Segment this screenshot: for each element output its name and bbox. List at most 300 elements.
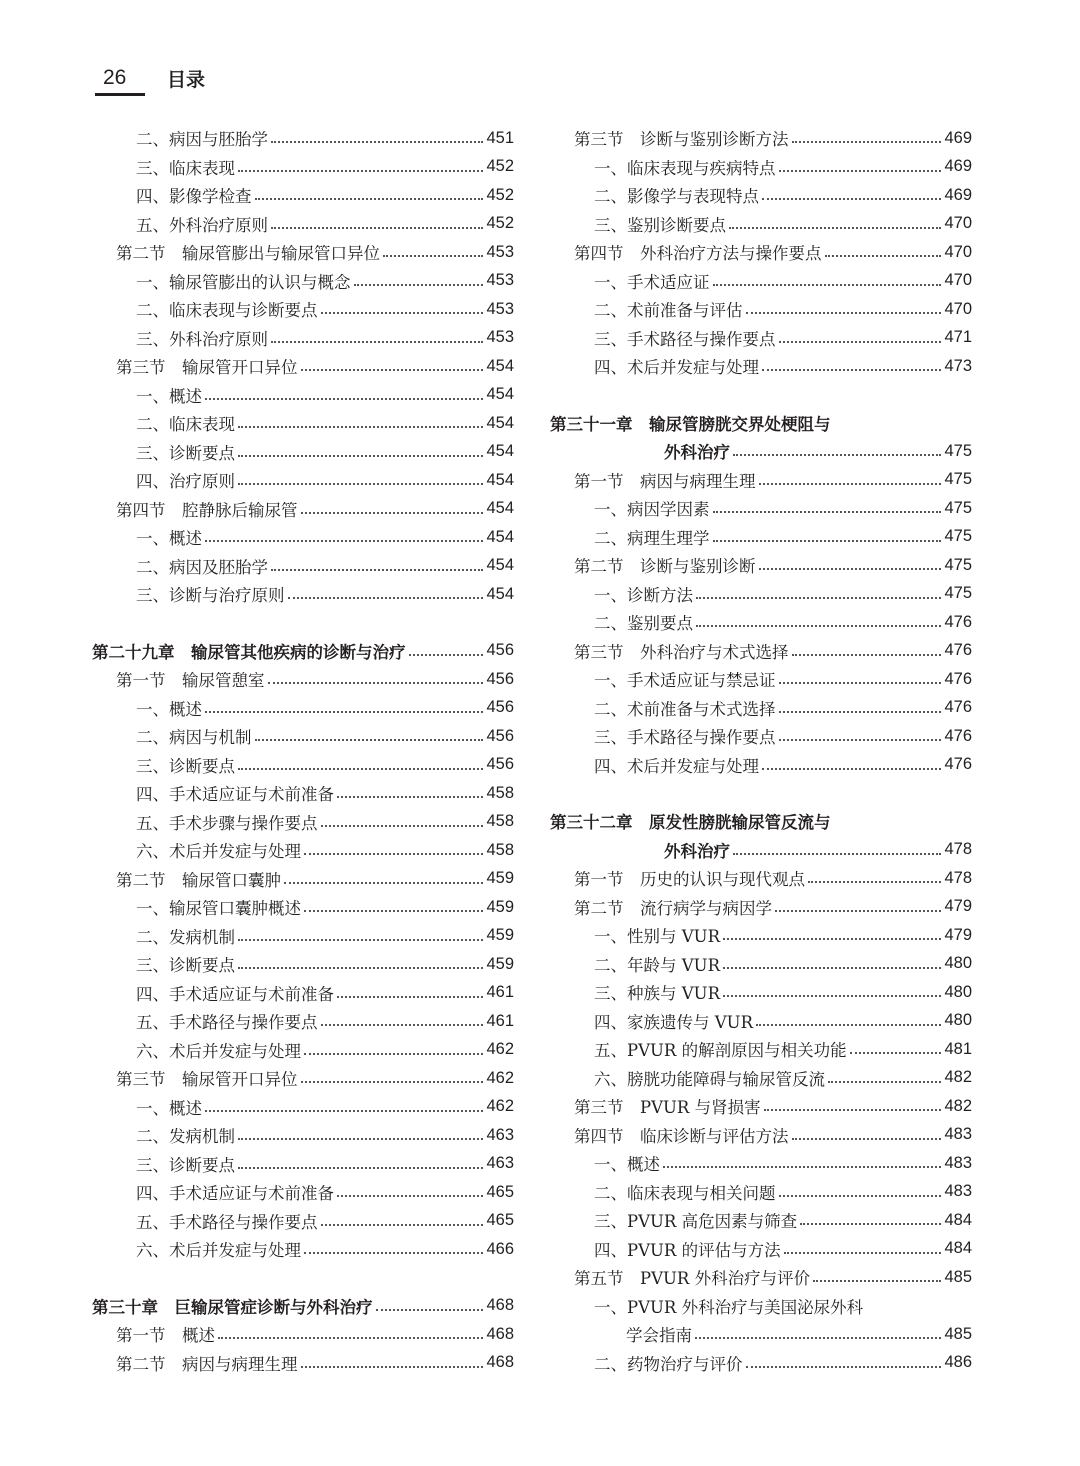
toc-entry-label: 二、病因及胚胎学 [136,557,268,577]
dot-leader [779,739,942,741]
toc-entry-label: 第一节 输尿管憩室 [116,671,265,691]
toc-subsection-entry[interactable] [92,779,514,808]
dot-leader [663,1166,941,1168]
dot-leader [764,1109,942,1111]
toc-section-entry[interactable] [92,495,514,524]
toc-subsection-entry[interactable] [92,722,514,751]
toc-entry-page: 468 [486,1324,514,1343]
toc-entry-label: 第二十九章 输尿管其他疾病的诊断与治疗 [92,642,406,662]
toc-entry-page: 479 [944,925,972,944]
toc-entry-page: 454 [486,584,514,603]
toc-subsection-entry[interactable] [92,751,514,780]
toc-entry-label: 三、PVUR 高危因素与筛查 [594,1212,798,1232]
toc-entry-label: 第三节 输尿管开口异位 [116,1070,298,1090]
toc-section-entry[interactable] [550,893,972,922]
toc-entry-page: 468 [486,1353,514,1372]
toc-subsection-entry[interactable] [92,295,514,324]
toc-subsection-entry[interactable] [550,1292,972,1321]
dot-leader [695,1337,941,1339]
toc-entry-label: 第三节 PVUR 与肾损害 [574,1098,761,1118]
toc-entry-page: 473 [944,356,972,375]
toc-entry-label: 一、概述 [136,529,202,549]
toc-subsection-entry[interactable] [92,893,514,922]
toc-entry-label: 一、输尿管膨出的认识与概念 [136,272,351,292]
toc-section-entry[interactable] [550,466,972,495]
toc-subsection-entry[interactable] [92,466,514,495]
toc-section-entry[interactable] [550,1092,972,1121]
toc-subsection-entry[interactable] [92,523,514,552]
dot-leader [828,1081,941,1083]
dot-leader [696,625,941,627]
dot-leader [759,483,942,485]
dot-leader [271,227,483,229]
toc-subsection-entry[interactable] [550,1007,972,1036]
toc-entry-page: 458 [486,812,514,831]
toc-section-entry[interactable] [550,1121,972,1150]
dot-leader [205,540,483,542]
toc-entry-label: 五、手术路径与操作要点 [136,1013,318,1033]
toc-entry-label: 五、外科治疗原则 [136,215,268,235]
toc-entry-label: 四、术后并发症与处理 [594,756,759,776]
dot-leader [759,568,942,570]
toc-subsection-entry[interactable] [550,1349,972,1378]
dot-leader [205,1110,483,1112]
toc-entry-label: 第三节 外科治疗与术式选择 [574,642,789,662]
toc-entry-label: 外科治疗 [664,443,730,463]
toc-entry-label: 六、术后并发症与处理 [136,1041,301,1061]
toc-entry-page: 454 [486,556,514,575]
toc-subsection-entry[interactable] [550,181,972,210]
toc-entry-page: 456 [486,698,514,717]
toc-entry-page: 454 [486,413,514,432]
toc-entry-label: 第二节 输尿管口囊肿 [116,870,281,890]
toc-entry-label: 二、病因与胚胎学 [136,130,268,150]
dot-leader [238,967,483,969]
toc-subsection-entry[interactable] [550,153,972,182]
toc-subsection-entry[interactable] [92,381,514,410]
toc-entry-label: 二、年龄与 VUR [594,955,720,975]
toc-subsection-entry[interactable] [550,722,972,751]
toc-subsection-entry[interactable] [92,324,514,353]
dot-leader [696,597,941,599]
toc-entry-label: 五、手术步骤与操作要点 [136,813,318,833]
toc-entry-label: 二、病理生理学 [594,528,710,548]
toc-entry-label: 六、术后并发症与处理 [136,842,301,862]
toc-subsection-entry[interactable] [92,950,514,979]
dot-leader [255,739,484,741]
toc-entry-page: 475 [944,584,972,603]
toc-subsection-entry[interactable] [92,808,514,837]
dot-leader [733,454,941,456]
dot-leader [321,1224,484,1226]
toc-entry-label: 第二节 诊断与鉴别诊断 [574,557,756,577]
toc-entry-page: 461 [486,1011,514,1030]
toc-entry-page: 452 [486,185,514,204]
toc-subsection-entry[interactable] [550,1178,972,1207]
toc-subsection-entry[interactable] [550,608,972,637]
toc-entry-page: 485 [944,1267,972,1286]
toc-subsection-entry[interactable] [92,1235,514,1264]
toc-subsection-entry[interactable] [550,665,972,694]
dot-leader [354,284,484,286]
toc-section-entry[interactable] [92,665,514,694]
toc-entry-label: 二、鉴别要点 [594,614,693,634]
toc-entry-label: 一、诊断方法 [594,585,693,605]
dot-leader [762,198,941,200]
toc-entry-page: 483 [944,1182,972,1201]
dot-leader [238,483,483,485]
toc-entry-label: 一、PVUR 外科治疗与美国泌尿外科 [594,1297,864,1317]
toc-entry-label: 第四节 外科治疗方法与操作要点 [574,244,822,264]
page-header [95,62,395,102]
toc-subsection-entry[interactable] [550,921,972,950]
toc-subsection-entry[interactable] [550,978,972,1007]
toc-section-entry[interactable] [550,637,972,666]
dot-leader [337,996,483,998]
toc-subsection-entry[interactable] [92,979,514,1008]
dot-leader [271,569,483,571]
toc-entry-page: 453 [486,271,514,290]
toc-entry-page: 482 [944,1096,972,1115]
toc-entry-label: 一、性别与 VUR [594,927,720,947]
toc-subsection-entry[interactable] [92,1150,514,1179]
toc-subsection-entry[interactable] [550,523,972,552]
toc-entry-page: 456 [486,726,514,745]
toc-section-entry[interactable] [550,864,972,893]
dot-leader [756,1024,941,1026]
dot-leader [288,597,484,599]
dot-leader [713,284,942,286]
toc-entry-label: 第一节 病因与病理生理 [574,471,756,491]
toc-section-entry[interactable] [550,1263,972,1292]
dot-leader [321,1024,484,1026]
toc-subsection-entry[interactable] [92,580,514,609]
toc-entry-label: 一、概述 [136,1098,202,1118]
dot-leader [238,1167,483,1169]
toc-entry-page: 459 [486,897,514,916]
toc-entry-label: 二、临床表现 [136,415,235,435]
toc-entry-page: 459 [486,926,514,945]
toc-entry-page: 452 [486,157,514,176]
toc-entry-page: 453 [486,328,514,347]
toc-entry-page: 483 [944,1125,972,1144]
header-rule [95,93,145,96]
dot-leader [205,711,483,713]
toc-entry-label: 三、诊断要点 [136,956,235,976]
toc-entry-page: 461 [486,983,514,1002]
toc-entry-label: 第四节 临床诊断与评估方法 [574,1126,789,1146]
toc-subsection-entry[interactable] [550,1064,972,1093]
toc-entry-label: 六、膀胱功能障碍与输尿管反流 [594,1069,825,1089]
toc-subsection-entry[interactable] [92,210,514,239]
toc-subsection-entry[interactable] [92,181,514,210]
toc-entry-label: 第三十二章 原发性膀胱输尿管反流与 [550,813,831,833]
toc-entry-label: 二、临床表现与诊断要点 [136,301,318,321]
dot-leader [271,141,483,143]
toc-section-entry[interactable] [550,124,972,153]
toc-entry-label: 二、临床表现与相关问题 [594,1183,776,1203]
toc-subsection-entry[interactable] [92,552,514,581]
toc-entry-page: 483 [944,1153,972,1172]
toc-entry-page: 471 [944,328,972,347]
toc-entry-label: 二、发病机制 [136,1127,235,1147]
toc-entry-page: 456 [486,755,514,774]
dot-leader [337,1195,483,1197]
toc-entry-page: 476 [944,726,972,745]
toc-entry-label: 第一节 概述 [116,1326,215,1346]
toc-section-entry[interactable] [92,1349,514,1378]
toc-subsection-entry[interactable] [92,438,514,467]
toc-entry-page: 480 [944,954,972,973]
toc-subsection-entry[interactable] [550,494,972,523]
toc-subsection-entry[interactable] [92,1036,514,1065]
toc-entry-page: 463 [486,1125,514,1144]
toc-subsection-entry[interactable] [550,751,972,780]
toc-entry-page: 453 [486,299,514,318]
toc-entry-label: 三、诊断要点 [136,756,235,776]
toc-section-entry[interactable] [92,1320,514,1349]
toc-subsection-entry[interactable] [550,694,972,723]
toc-entry-page: 475 [944,470,972,489]
toc-subsection-entry[interactable] [92,922,514,951]
toc-entry-page: 480 [944,1011,972,1030]
toc-entry-page: 475 [944,555,972,574]
toc-entry-label: 二、影像学与表现特点 [594,187,759,207]
toc-entry-page: 469 [944,128,972,147]
dot-leader [713,511,942,513]
dot-leader [746,312,942,314]
toc-entry-page: 456 [486,669,514,688]
toc-entry-label: 外科治疗 [664,841,730,861]
dot-leader [800,1223,941,1225]
toc-chapter-entry[interactable] [550,836,972,865]
dot-leader [713,540,942,542]
toc-entry-label: 二、病因与机制 [136,728,252,748]
toc-entry-label: 二、药物治疗与评价 [594,1354,743,1374]
dot-leader [779,170,942,172]
toc-entry-page: 470 [944,214,972,233]
toc-right-column [550,124,972,1377]
toc-entry-page: 482 [944,1068,972,1087]
toc-entry-page: 470 [944,299,972,318]
dot-leader [271,341,483,343]
toc-entry-page: 484 [944,1210,972,1229]
toc-section-entry[interactable] [92,352,514,381]
toc-subsection-entry[interactable] [550,295,972,324]
toc-chapter-entry[interactable] [92,1292,514,1321]
toc-subsection-entry[interactable] [92,1121,514,1150]
toc-entry-page: 454 [486,527,514,546]
dot-leader [238,455,483,457]
dot-leader [218,1337,483,1339]
toc-entry-page: 476 [944,698,972,717]
toc-entry-label: 第三节 诊断与鉴别诊断方法 [574,130,789,150]
toc-entry-page: 486 [944,1353,972,1372]
toc-entry-label: 一、手术适应证与禁忌证 [594,671,776,691]
toc-chapter-entry[interactable] [550,437,972,466]
toc-entry-page: 475 [944,527,972,546]
toc-entry-page: 459 [486,869,514,888]
toc-entry-page: 454 [486,470,514,489]
toc-entry-page: 465 [486,1182,514,1201]
dot-leader [723,995,941,997]
toc-entry-label: 第一节 历史的认识与现代观点 [574,870,805,890]
toc-entry-page: 458 [486,783,514,802]
toc-subsection-entry[interactable] [92,267,514,296]
dot-leader [729,227,941,229]
toc-subsection-entry[interactable] [92,1178,514,1207]
toc-entry-page: 462 [486,1040,514,1059]
toc-entry-label: 四、影像学检查 [136,187,252,207]
toc-entry-page: 476 [944,612,972,631]
toc-entry-page: 456 [486,641,514,660]
toc-subsection-entry[interactable] [92,1207,514,1236]
dot-leader [779,682,942,684]
toc-entry-label: 第二节 病因与病理生理 [116,1354,298,1374]
dot-leader [304,910,483,912]
dot-leader [304,1053,483,1055]
toc-entry-label: 一、手术适应证 [594,272,710,292]
dot-leader [723,967,941,969]
toc-entry-label: 第二节 输尿管膨出与输尿管口异位 [116,244,380,264]
dot-leader [301,512,484,514]
toc-subsection-entry[interactable] [92,1093,514,1122]
toc-entry-page: 466 [486,1239,514,1258]
toc-subsection-entry[interactable] [92,153,514,182]
dot-leader [850,1052,942,1054]
toc-section-entry[interactable] [92,865,514,894]
toc-entry-page: 454 [486,442,514,461]
toc-entry-page: 453 [486,242,514,261]
toc-subsection-entry[interactable] [550,950,972,979]
dot-leader [775,910,941,912]
toc-entry-label: 二、发病机制 [136,927,235,947]
toc-subsection-entry[interactable] [550,1320,972,1349]
toc-entry-label: 四、手术适应证与术前准备 [136,1184,334,1204]
toc-entry-page: 454 [486,385,514,404]
toc-entry-label: 一、病因学因素 [594,500,710,520]
toc-entry-label: 四、术后并发症与处理 [594,358,759,378]
toc-entry-page: 459 [486,954,514,973]
toc-section-entry[interactable] [550,551,972,580]
dot-leader [813,1280,941,1282]
toc-subsection-entry[interactable] [550,1035,972,1064]
dot-leader [268,682,484,684]
toc-entry-page: 469 [944,185,972,204]
toc-entry-label: 三、临床表现 [136,158,235,178]
toc-entry-label: 一、输尿管口囊肿概述 [136,899,301,919]
toc-entry-label: 四、手术适应证与术前准备 [136,984,334,1004]
toc-entry-label: 第二节 流行病学与病因学 [574,898,772,918]
toc-entry-page: 476 [944,669,972,688]
toc-entry-label: 三、诊断要点 [136,1155,235,1175]
dot-leader [301,369,484,371]
dot-leader [205,398,483,400]
toc-entry-page: 484 [944,1239,972,1258]
dot-leader [238,939,483,941]
toc-entry-label: 第五节 PVUR 外科治疗与评价 [574,1269,811,1289]
toc-entry-label: 四、家族遗传与 VUR [594,1012,753,1032]
toc-entry-label: 三、外科治疗原则 [136,329,268,349]
dot-leader [383,255,483,257]
toc-entry-label: 四、治疗原则 [136,472,235,492]
toc-entry-label: 一、概述 [594,1155,660,1175]
dot-leader [784,1252,942,1254]
dot-leader [255,198,484,200]
dot-leader [301,1366,484,1368]
dot-leader [762,369,941,371]
toc-entry-label: 五、PVUR 的解剖原因与相关功能 [594,1041,847,1061]
toc-subsection-entry[interactable] [550,580,972,609]
toc-subsection-entry[interactable] [92,836,514,865]
dot-leader [304,853,483,855]
toc-entry-label: 第三十章 巨输尿管症诊断与外科治疗 [92,1297,373,1317]
toc-subsection-entry[interactable] [92,124,514,153]
toc-entry-page: 458 [486,840,514,859]
dot-leader [409,654,484,656]
dot-leader [321,312,484,314]
dot-leader [825,255,942,257]
toc-subsection-entry[interactable] [550,1235,972,1264]
toc-entry-page: 476 [944,755,972,774]
toc-entry-label: 一、概述 [136,699,202,719]
dot-leader [723,938,941,940]
toc-entry-label: 学会指南 [626,1326,692,1346]
toc-entry-label: 六、术后并发症与处理 [136,1241,301,1261]
toc-entry-page: 462 [486,1068,514,1087]
toc-subsection-entry[interactable] [550,1149,972,1178]
toc-subsection-entry[interactable] [550,1206,972,1235]
toc-entry-label: 三、诊断与治疗原则 [136,586,285,606]
dot-leader [792,141,942,143]
dot-leader [238,170,483,172]
dot-leader [792,1138,942,1140]
toc-entry-page: 478 [944,840,972,859]
toc-subsection-entry[interactable] [550,352,972,381]
toc-entry-page: 470 [944,271,972,290]
dot-leader [792,654,942,656]
toc-entry-page: 454 [486,356,514,375]
dot-leader [376,1309,484,1311]
toc-section-entry[interactable] [92,238,514,267]
dot-leader [337,796,483,798]
dot-leader [762,768,941,770]
dot-leader [733,853,941,855]
dot-leader [779,341,942,343]
toc-entry-page: 479 [944,897,972,916]
toc-entry-page: 465 [486,1211,514,1230]
toc-section-entry[interactable] [92,1064,514,1093]
toc-entry-page: 462 [486,1097,514,1116]
page-number: 26 [103,66,127,89]
toc-subsection-entry[interactable] [92,409,514,438]
toc-entry-label: 三、种族与 VUR [594,984,720,1004]
dot-leader [746,1366,942,1368]
toc-left-column [92,124,514,1377]
toc-subsection-entry[interactable] [92,1007,514,1036]
toc-entry-page: 480 [944,982,972,1001]
toc-subsection-entry[interactable] [92,694,514,723]
dot-leader [779,1195,942,1197]
toc-subsection-entry[interactable] [550,324,972,353]
toc-chapter-entry[interactable] [550,409,972,438]
toc-chapter-entry[interactable] [92,637,514,666]
toc-section-entry[interactable] [550,238,972,267]
toc-subsection-entry[interactable] [550,267,972,296]
toc-chapter-entry[interactable] [550,807,972,836]
toc-subsection-entry[interactable] [550,210,972,239]
toc-entry-page: 481 [944,1039,972,1058]
